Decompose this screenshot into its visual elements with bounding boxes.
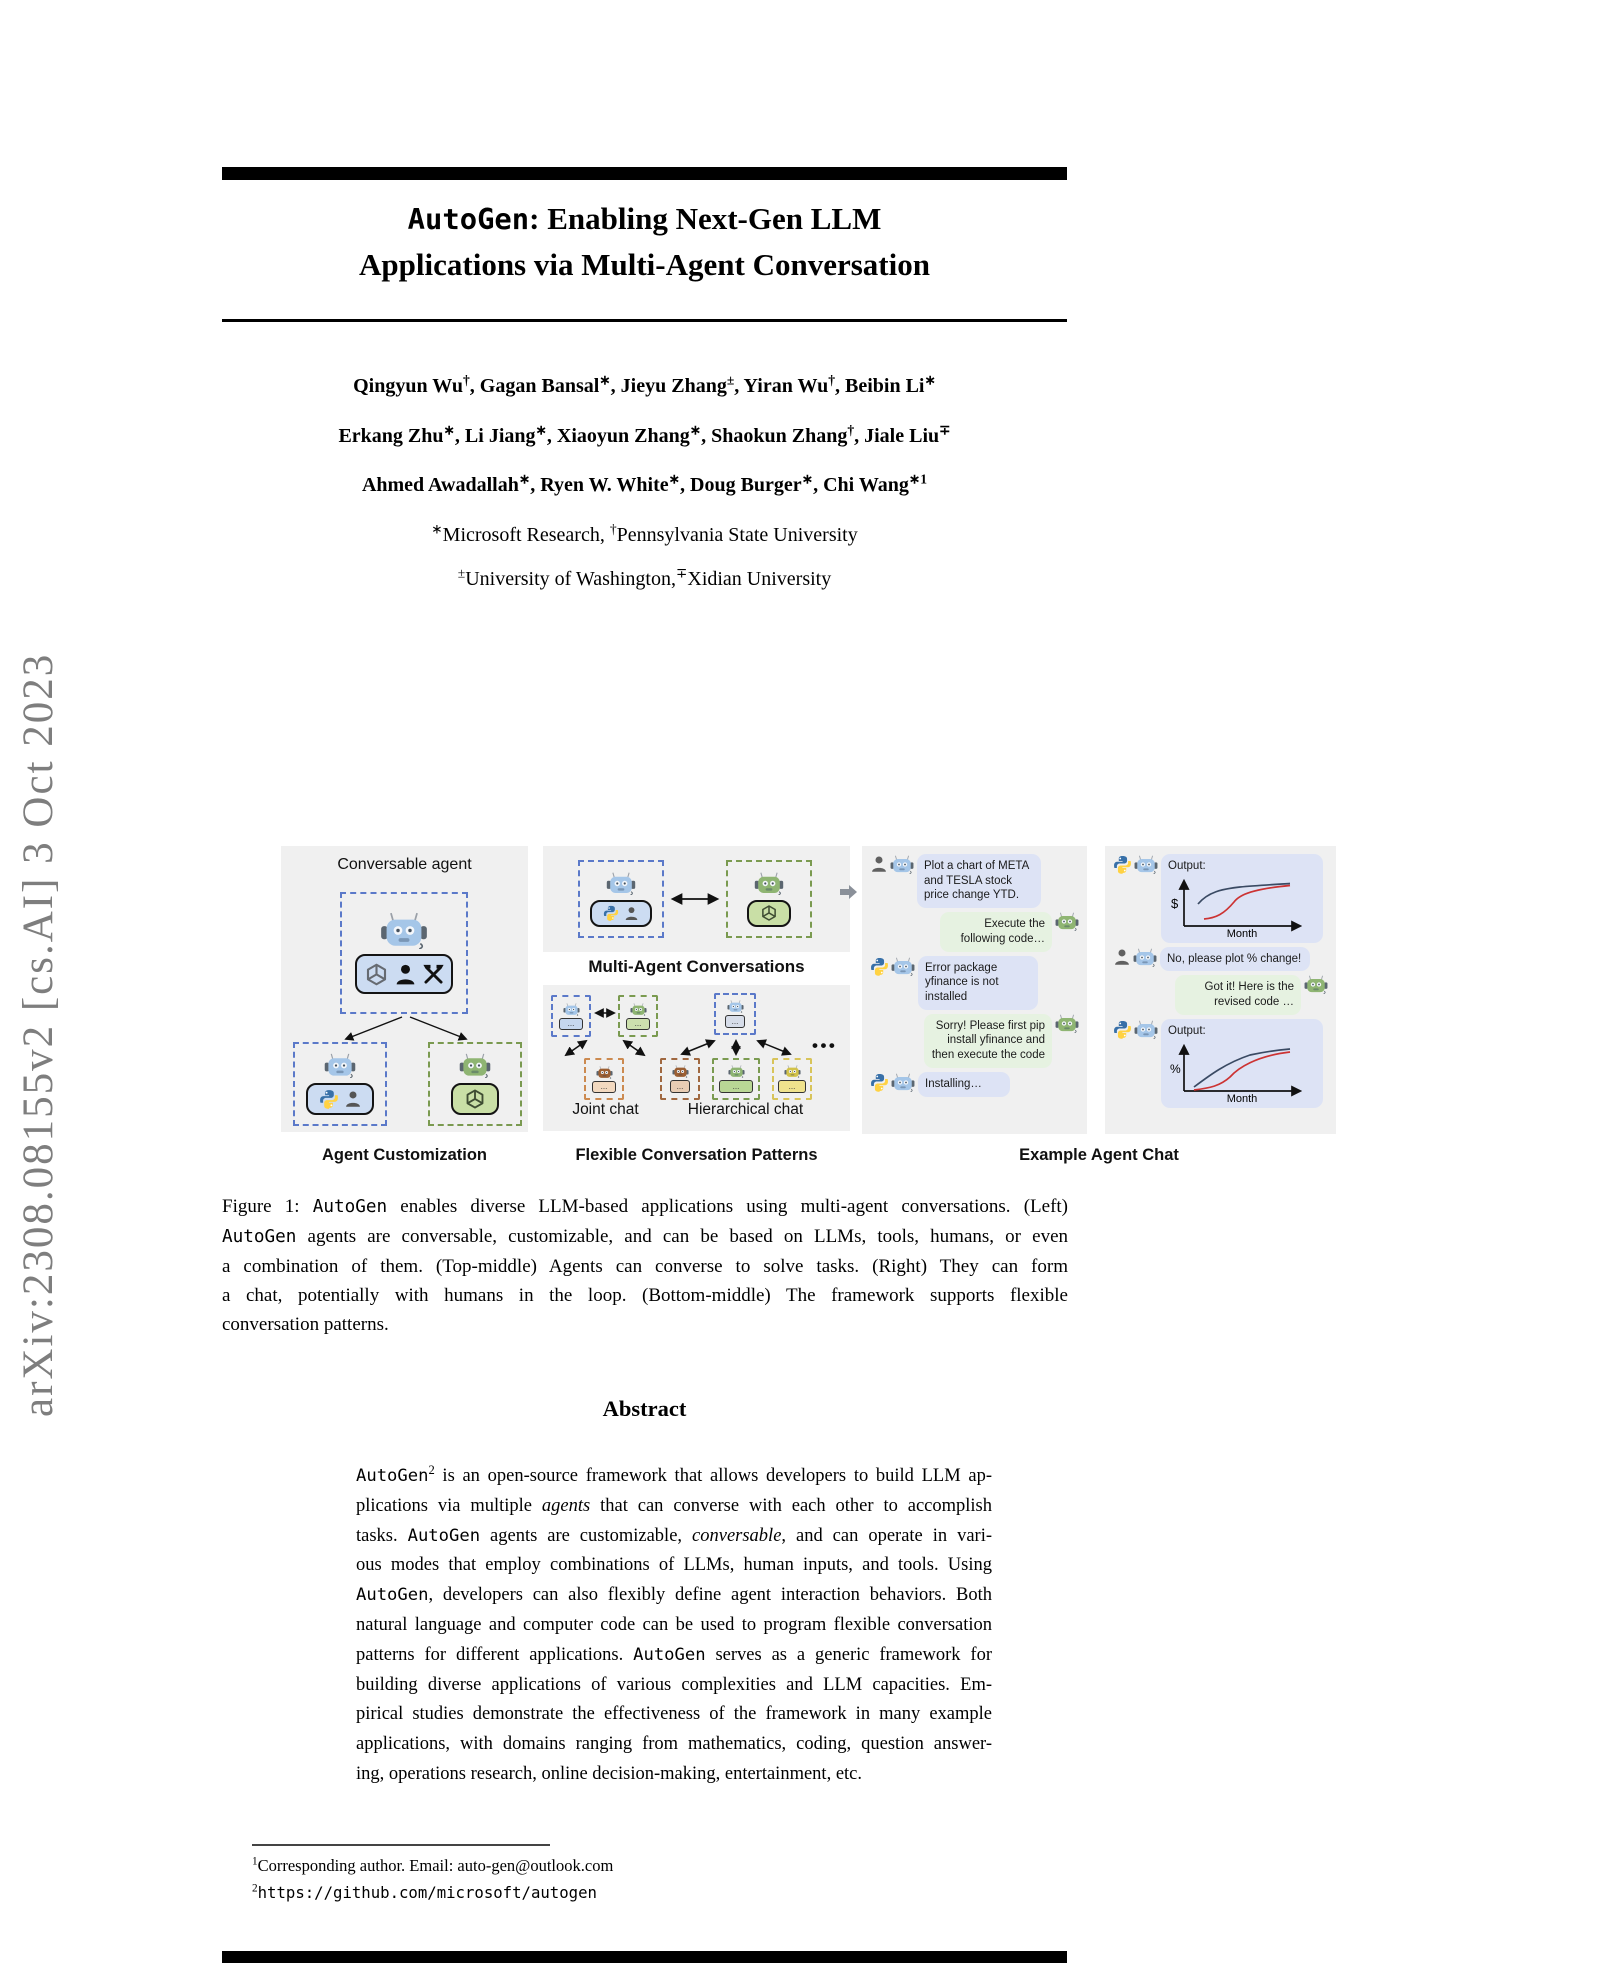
example-chat-column-1 xyxy=(862,846,1087,1134)
chat-row xyxy=(1113,854,1328,943)
bottom-rule xyxy=(222,1951,1067,1963)
robot-blue-icon xyxy=(727,1000,744,1013)
y-axis-label: % xyxy=(1170,1061,1181,1076)
x-axis-label: Month xyxy=(1226,927,1258,938)
y-axis-label: $ xyxy=(1171,895,1179,911)
robot-blue-icon xyxy=(324,1053,356,1078)
chat-bubble-output xyxy=(1161,1019,1323,1108)
mini-pill: ... xyxy=(778,1080,806,1093)
chat-bubble: No, please plot % change! xyxy=(1160,947,1310,972)
panel-connector-arrow-icon xyxy=(840,884,858,900)
avatars xyxy=(870,854,914,874)
avatars xyxy=(870,956,915,976)
chat-bubble: Installing… xyxy=(918,1072,1010,1097)
mini-pill: ... xyxy=(725,1015,745,1028)
chat-bubble: Sorry! Please first pip install yfinance and then execute the code xyxy=(924,1014,1052,1068)
robot-brown-icon xyxy=(596,1066,613,1079)
footnote-corresponding-author: $^1$Corresponding author. Email: auto-gen@outlook.com xyxy=(252,1855,614,1875)
abstract-body: AutoGen$^2$ is an open-source framework that allows developers to build LLM ap- plications via multiple agents that can converse with each other to accomplish tasks. AutoGen agents are customizable, conversable, and can operate in vari- ous modes that employ combinations of LLMs, human inputs, and tools. Using AutoGen, developers can also flexibly define agent interaction behaviors. Both natural language and computer code can be used to program flexible conversation patterns for different applications. AutoGen serves as a generic framework for building diverse applications of various complexities and LLM capacities. Em- pirical studies demonstrate the effectiveness of the framework in many example applications, with domains ranging from mathematics, coding, question answer- ing, operations research, online decision-making, entertainment, etc. xyxy=(356,1462,993,1784)
affiliation-line-1: ∗Microsoft Research, †Pennsylvania State University xyxy=(431,521,858,546)
python-icon xyxy=(319,1089,339,1109)
robot-blue-icon xyxy=(1134,855,1158,874)
chat-row xyxy=(1113,1019,1328,1108)
openai-logo-icon xyxy=(760,904,778,922)
top-rule xyxy=(222,167,1067,180)
figure-caption: Figure 1: AutoGen enables diverse LLM-based applications using multi-agent conversations. (Left) AutoGen agents are conversable, customizable, and can be based on LLMs, tools, humans, or even a combination of them. (Top-middle) Agents can converse to solve tasks. (Right) They can form a chat, potentially with humans in the loop. (Bottom-middle) The framework supports flexible conversation patterns. xyxy=(222,1196,1068,1335)
mini-pill: ... xyxy=(626,1018,650,1030)
flexible-conversation-patterns-label: Flexible Conversation Patterns xyxy=(575,1146,818,1164)
output-label: Output: xyxy=(1168,860,1206,872)
robot-brown-icon xyxy=(672,1065,689,1078)
robot-green-icon xyxy=(754,872,784,895)
robot-blue-icon xyxy=(380,912,428,949)
agent-llm-box xyxy=(428,1042,522,1126)
openai-logo-icon xyxy=(364,962,389,987)
python-icon xyxy=(1113,1020,1132,1039)
hierarchical-chat-label: Hierarchical chat xyxy=(687,1101,804,1118)
chat-row xyxy=(870,956,1079,1010)
mini-agent-yellow xyxy=(772,1058,812,1100)
double-arrow-icon xyxy=(667,892,723,906)
author-line-1: Qingyun Wu†, Gagan Bansal∗, Jieyu Zhang±, Yiran Wu†, Beibin Li∗ xyxy=(353,372,936,397)
mini-pill: ... xyxy=(559,1018,583,1030)
chat-row xyxy=(870,912,1079,951)
chat-row xyxy=(870,1072,1079,1097)
openai-pill xyxy=(747,900,791,927)
agent-customization-label: Agent Customization xyxy=(322,1146,487,1164)
robot-green-icon xyxy=(630,1003,647,1016)
chat-bubble: Error package yfinance is not installed xyxy=(918,956,1038,1010)
title-line-2: Applications via Multi-Agent Conversation xyxy=(359,247,930,282)
robot-green-icon xyxy=(459,1053,491,1078)
agent-llm-human-box xyxy=(293,1042,387,1126)
customization-arrows xyxy=(330,1014,480,1042)
robot-blue-icon xyxy=(563,1003,580,1016)
user-icon xyxy=(1113,948,1131,966)
mini-agent-orange xyxy=(584,1058,624,1100)
affiliation-line-2: ±University of Washington,∓Xidian University xyxy=(457,565,832,590)
x-axis-label: Month xyxy=(1226,1092,1258,1103)
double-arrow-icon xyxy=(592,1008,618,1018)
python-icon xyxy=(870,957,889,976)
example-chat-column-2 xyxy=(1105,846,1336,1134)
robot-green-icon xyxy=(728,1065,745,1078)
person-icon xyxy=(344,1090,362,1108)
mini-agent-brown xyxy=(660,1058,700,1100)
double-arrow-icon xyxy=(729,1038,743,1057)
joint-chat-label: Joint chat xyxy=(572,1101,639,1118)
python-human-pill xyxy=(306,1083,374,1115)
chat-row xyxy=(870,854,1079,908)
mini-pill: ... xyxy=(719,1080,753,1093)
robot-blue-icon xyxy=(891,1073,915,1092)
footnote-rule xyxy=(252,1844,550,1846)
python-icon xyxy=(1113,855,1132,874)
mini-agent-blue xyxy=(551,995,591,1037)
chat-bubble: Got it! Here is the revised code … xyxy=(1175,975,1301,1014)
user-icon xyxy=(870,855,888,873)
double-arrow-icon xyxy=(556,1038,596,1058)
robot-blue-icon xyxy=(891,957,915,976)
output-label: Output: xyxy=(1168,1024,1206,1037)
author-line-3: Ahmed Awadallah∗, Ryen W. White∗, Doug Burger∗, Chi Wang$^{∗1}$ xyxy=(361,471,928,496)
title-rule xyxy=(222,319,1067,322)
paper-title xyxy=(222,196,1067,287)
ellipsis-label: ••• xyxy=(812,1036,838,1055)
mini-agent-green xyxy=(712,1058,760,1100)
mini-pill: ... xyxy=(592,1081,616,1093)
abstract-heading: Abstract xyxy=(602,1396,687,1421)
double-arrow-icon xyxy=(752,1038,800,1057)
robot-green-icon xyxy=(1055,912,1079,931)
mini-pill: ... xyxy=(670,1080,690,1093)
python-icon xyxy=(870,1073,889,1092)
robot-green-icon xyxy=(1304,975,1328,994)
example-agent-chat-label: Example Agent Chat xyxy=(1019,1146,1179,1164)
title-line-1: AutoGen: Enabling Next-Gen LLM xyxy=(407,201,882,236)
mini-agent-green xyxy=(618,995,658,1037)
openai-pill xyxy=(451,1083,499,1115)
openai-logo-icon xyxy=(464,1088,486,1110)
person-icon xyxy=(394,963,417,986)
multiagent-right-box xyxy=(726,860,812,938)
stock-price-chart xyxy=(1168,876,1308,938)
capability-pill xyxy=(355,954,453,994)
multi-agent-conversations-label: Multi-Agent Conversations xyxy=(588,957,805,976)
chat-bubble: Execute the following code… xyxy=(940,912,1052,951)
chat-row xyxy=(1113,975,1328,1014)
robot-yellow-icon xyxy=(784,1065,801,1078)
avatars xyxy=(1113,854,1158,874)
double-arrow-icon xyxy=(614,1038,654,1058)
robot-blue-icon xyxy=(606,872,636,895)
robot-blue-icon xyxy=(1133,948,1157,967)
author-line-2: Erkang Zhu∗, Li Jiang∗, Xiaoyun Zhang∗, Shaokun Zhang†, Jiale Liu∓ xyxy=(338,422,951,447)
robot-blue-icon xyxy=(1134,1020,1158,1039)
double-arrow-icon xyxy=(672,1038,720,1057)
robot-blue-icon xyxy=(890,855,914,874)
avatars xyxy=(1113,947,1157,967)
multiagent-left-box xyxy=(578,860,664,938)
footnote-github-url: $^2$https://github.com/microsoft/autogen xyxy=(252,1882,597,1902)
chat-bubble-output xyxy=(1161,854,1323,943)
percent-change-chart xyxy=(1168,1041,1308,1103)
avatars xyxy=(1113,1019,1158,1039)
mini-agent-blue xyxy=(714,993,756,1035)
python-icon xyxy=(603,905,619,921)
avatars xyxy=(870,1072,915,1092)
footnotes xyxy=(252,1852,1068,1906)
chat-row xyxy=(1113,947,1328,972)
person-icon xyxy=(624,906,639,921)
robot-green-icon xyxy=(1055,1014,1079,1033)
conversable-agent-title: Conversable agent xyxy=(337,856,472,873)
python-human-pill xyxy=(590,900,652,927)
conversable-agent-box xyxy=(340,892,468,1014)
chat-row xyxy=(870,1014,1079,1068)
tools-icon xyxy=(422,963,445,986)
arxiv-watermark: arXiv:2308.08155v2 [cs.AI] 3 Oct 2023 xyxy=(15,652,62,1418)
chat-bubble: Plot a chart of META and TESLA stock price change YTD. xyxy=(917,854,1041,908)
